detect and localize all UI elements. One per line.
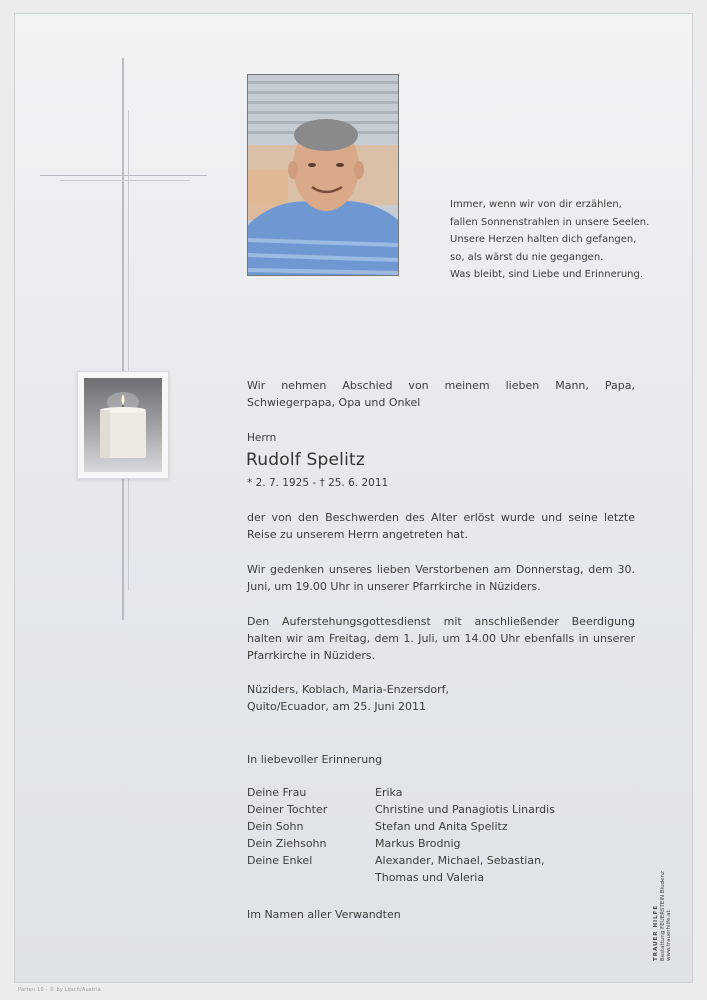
salutation: Herrn	[247, 432, 277, 444]
paragraph-passing: der von den Beschwerden des Alter erlöst wurde und seine letzte Reise zu unserem Herrn angetreten hat.	[247, 511, 635, 541]
poem-line: so, als wärst du nie gegangen.	[450, 251, 604, 263]
in-memory-heading: In liebevoller Erinnerung	[247, 753, 383, 766]
credit-website: www.trauerhilfe.at	[666, 910, 672, 961]
template-credit: Parten 10 - © by Lösch/Austria	[18, 987, 101, 993]
family-names: Erika	[375, 786, 403, 799]
places-line: Quito/Ecuador, am 25. Juni 2011	[247, 700, 427, 713]
family-names: Alexander, Michael, Sebastian,	[375, 854, 545, 867]
family-names: Christine und Panagiotis Linardis	[375, 803, 555, 816]
paragraph-funeral: Den Auferstehungsgottesdienst mit anschließender Beerdigung halten wir am Freitag, dem 1. Juli, um 14.00 Uhr ebenfalls in unserer Pfarrkirche in Nüziders.	[247, 615, 635, 662]
closing-text: Im Namen aller Verwandten	[247, 908, 401, 921]
places-date	[247, 681, 449, 715]
family-relation: Deine Frau	[247, 786, 307, 799]
poem-line: fallen Sonnenstrahlen in unsere Seelen.	[450, 216, 650, 228]
cross-horizontal-line-inner	[60, 180, 190, 181]
family-row	[247, 818, 555, 835]
family-names: Stefan und Anita Spelitz	[375, 820, 508, 833]
poem	[450, 196, 680, 284]
family-row	[247, 784, 555, 801]
intro-text: Wir nehmen Abschied von meinem lieben Mann, Papa, Schwiegerpapa, Opa und Onkel	[247, 379, 635, 409]
candle-image	[77, 371, 169, 479]
places-line: Nüziders, Koblach, Maria-Enzersdorf,	[247, 683, 450, 696]
family-relation: Deine Enkel	[247, 854, 313, 867]
family-names: Markus Brodnig	[375, 837, 461, 850]
poem-line: Unsere Herzen halten dich gefangen,	[450, 234, 637, 245]
poem-line: Was bleibt, sind Liebe und Erinnerung.	[450, 269, 644, 280]
deceased-name: Rudolf Spelitz	[246, 450, 366, 470]
family-names: Thomas und Valeria	[375, 871, 485, 884]
family-relation: Dein Sohn	[247, 820, 304, 833]
portrait-photo	[247, 74, 399, 276]
credit-brand: TRAUER HILFE	[653, 904, 659, 961]
family-relation	[247, 869, 375, 886]
life-dates: * 2. 7. 1925 - † 25. 6. 2011	[247, 477, 389, 489]
cross-vertical-line	[122, 58, 124, 620]
poem-line: Immer, wenn wir von dir erzählen,	[450, 199, 622, 210]
cross-horizontal-line	[40, 175, 207, 176]
family-row	[247, 869, 555, 886]
family-row	[247, 852, 555, 869]
credit-company: Bestattung FEUERSTEIN Bludenz	[659, 871, 666, 961]
cross-vertical-line-inner	[128, 110, 129, 590]
family-row	[247, 801, 555, 818]
family-relation: Dein Ziehsohn	[247, 837, 327, 850]
family-row	[247, 835, 555, 852]
undertaker-credit	[653, 855, 673, 965]
paragraph-memorial: Wir gedenken unseres lieben Verstorbenen am Donnerstag, dem 30. Juni, um 19.00 Uhr in unserer Pfarrkirche in Nüziders.	[247, 563, 635, 593]
family-relation: Deiner Tochter	[247, 803, 328, 816]
family-list	[247, 784, 555, 886]
